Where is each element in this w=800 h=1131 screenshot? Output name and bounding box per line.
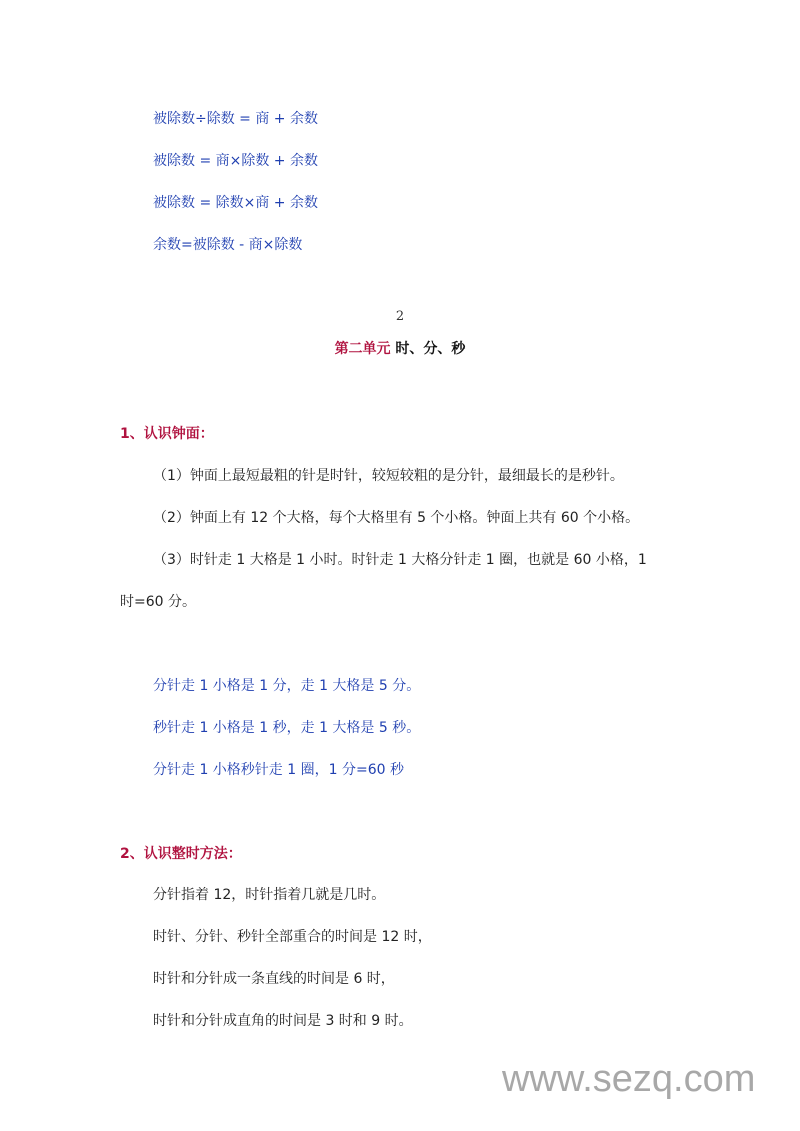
section-heading: 1、认识钟面：: [120, 426, 214, 442]
formula-line: 余数=被除数 - 商×除数: [153, 237, 303, 253]
unit-topic: 时、分、秒: [390, 341, 466, 357]
paragraph: （2）钟面上有 12 个大格，每个大格里有 5 个小格。钟面上共有 60 个小格。: [153, 510, 640, 526]
note-line: 分针走 1 小格是 1 分，走 1 大格是 5 分。: [153, 678, 421, 694]
paragraph: （3）时针走 1 大格是 1 小时。时针走 1 大格分针走 1 圈，也就是 60 小格，1: [153, 552, 647, 568]
formula-line: 被除数÷除数 = 商 + 余数: [153, 111, 318, 127]
paragraph: 时针和分针成一条直线的时间是 6 时，: [153, 971, 395, 987]
note-line: 分针走 1 小格秒针走 1 圈，1 分=60 秒: [153, 762, 404, 778]
paragraph: 时针、分针、秒针全部重合的时间是 12 时，: [153, 929, 432, 945]
paragraph: （1）钟面上最短最粗的针是时针，较短较粗的是分针，最细最长的是秒针。: [153, 468, 624, 484]
page-number: 2: [395, 309, 405, 324]
section-heading: 2、认识整时方法：: [120, 846, 242, 862]
unit-title: [0, 340, 800, 358]
watermark: www.sezq.com: [502, 1058, 756, 1100]
paragraph-continuation: 时=60 分。: [120, 594, 196, 610]
paragraph: 时针和分针成直角的时间是 3 时和 9 时。: [153, 1013, 413, 1029]
note-line: 秒针走 1 小格是 1 秒，走 1 大格是 5 秒。: [153, 720, 421, 736]
paragraph: 分针指着 12，时针指着几就是几时。: [153, 887, 386, 903]
unit-label: 第二单元: [334, 341, 391, 357]
formula-line: 被除数 = 除数×商 + 余数: [153, 195, 318, 211]
formula-line: 被除数 = 商×除数 + 余数: [153, 153, 318, 169]
